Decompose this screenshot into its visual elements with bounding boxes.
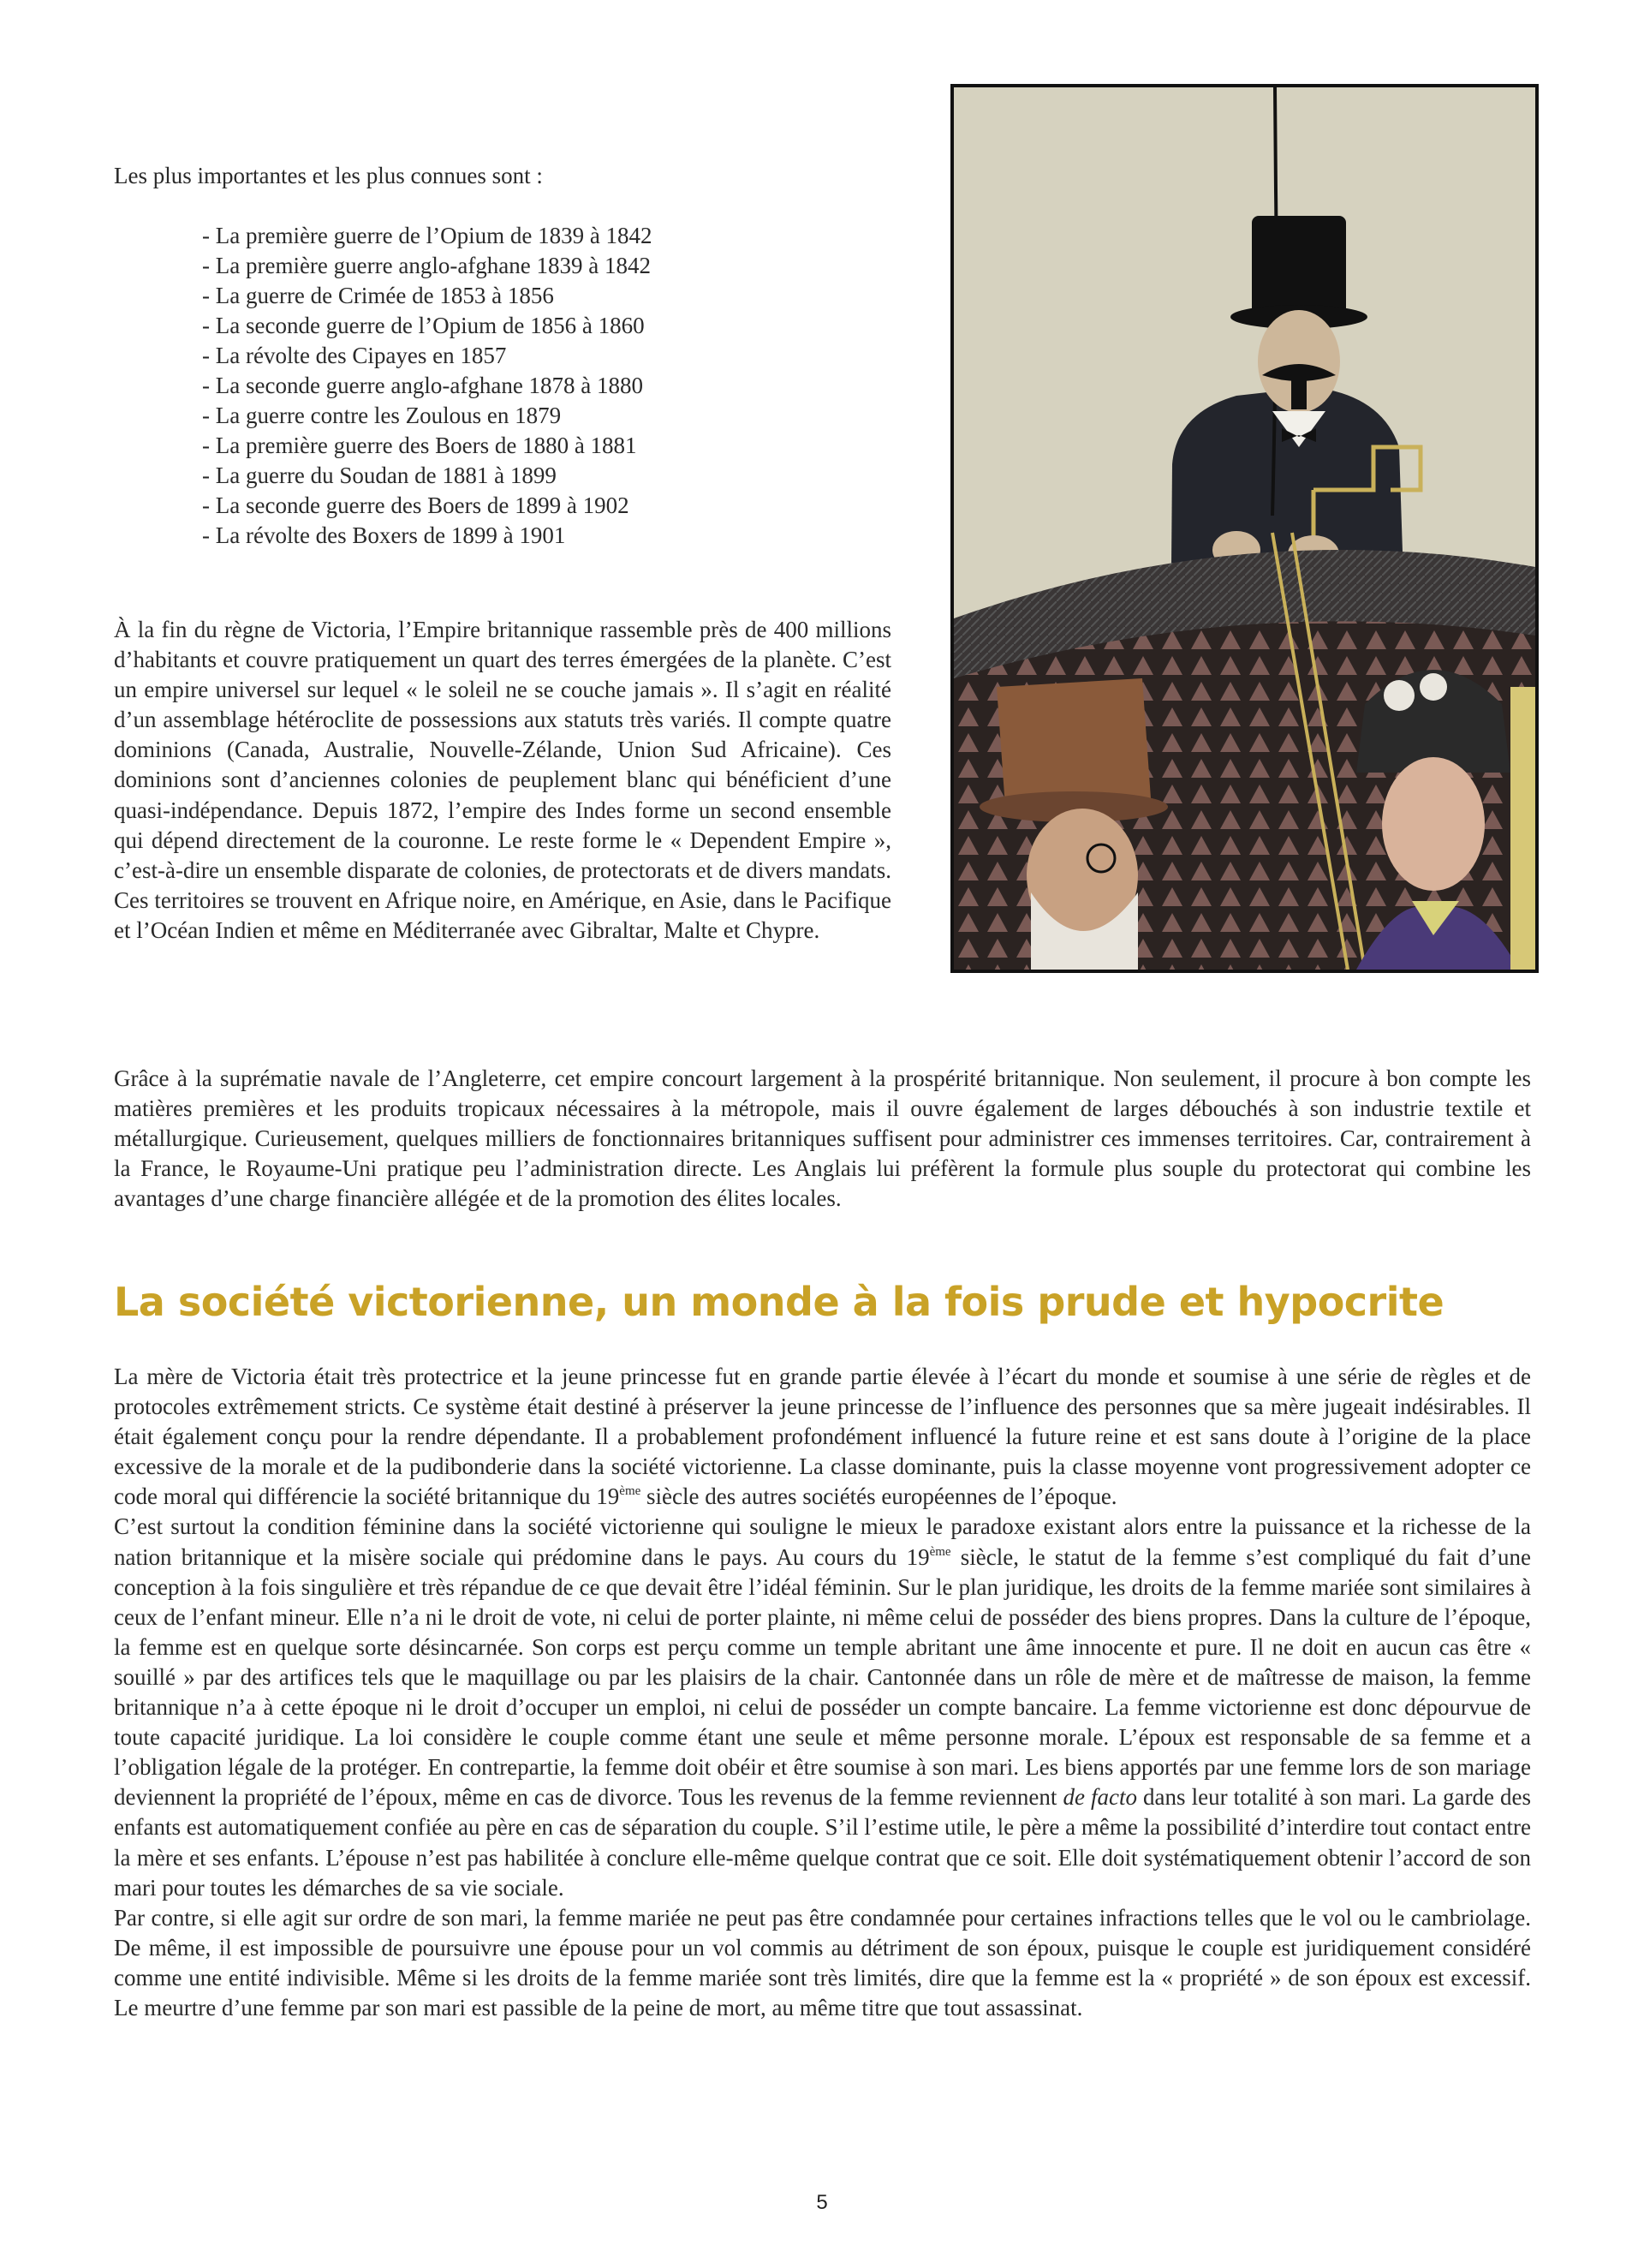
superscript: ème: [619, 1484, 641, 1499]
empire-paragraph: À la fin du règne de Victoria, l’Empire britannique rassemble près de 400 millions d’habitants et couvre pratiquement un quart des terres émergées de la planète. C’est un empire universel sur lequel « le soleil ne se couche jamais ». Il s’agit en réalité d’un assemblage hétéroclite de possessions aux statuts très variés. Il compte quatre dominions (Canada, Australie, Nouvelle-Zélande, Union Sud Africaine). Ces dominions sont d’anciennes colonies de peuplement blanc qui bénéficient d’une quasi-indépendance. Depuis 1872, l’empire des Indes forme un second ensemble qui dépend directement de la couronne. Le reste forme le « Dependent Empire », c’est-à-dire un ensemble disparate de colonies, de protectorats et de divers mandats. Ces territoires se trouvent en Afrique noire, en Amérique, en Asie, dans le Pacifique et l’Océan Indien et même en Méditerranée avec Gibraltar, Malte et Chypre.: [114, 617, 891, 943]
text-run: dans leur totalité à son mari. La garde des enfants est automatiquement confiée au père en cas de séparation du couple. S’il l’estime utile, le père a même la possibilité d’interdire tout contact entre la mère et ses enfants. L’épouse n’est pas habilitée à conclure elle-même quelque contrat que ce soit. Elle doit systématiquement obtenir l’accord de son mari pour toutes les démarches de sa vie sociale.: [114, 1784, 1531, 1901]
intro-text: Les plus importantes et les plus connues sont :: [114, 163, 543, 188]
society-section: [114, 1362, 1531, 2023]
carriage-scene-drawing: [954, 87, 1535, 970]
society-paragraph-2: [114, 1512, 1531, 1902]
text-run: siècle des autres sociétés européennes de l’époque.: [640, 1483, 1117, 1510]
list-item: - La révolte des Boxers de 1899 à 1901: [202, 522, 566, 548]
text-run: C’est surtout la condition féminine dans la société victorienne qui souligne le mieux le paradoxe existant alors entre la puissance et la richesse de la nation britannique et la misère sociale qui prédomine dans le pays. Au cours du 19: [114, 1513, 1531, 1570]
society-paragraph-1: [114, 1362, 1531, 1512]
list-item: - La seconde guerre anglo-afghane 1878 à 1880: [202, 373, 644, 398]
list-item: - La guerre contre les Zoulous en 1879: [202, 403, 562, 428]
wars-list: [202, 221, 887, 551]
navy-paragraph: Grâce à la suprématie navale de l’Angleterre, cet empire concourt largement à la prospérité britannique. Non seulement, il procure à bon compte les matières premières et les produits tropicaux nécessaires à la métropole, mais il ouvre également de larges débouchés à son industrie textile et métallurgique. Curieusement, quelques milliers de fonctionnaires britanniques suffisent pour administrer ces immenses territoires. Car, contrairement à la France, le Royaume-Uni pratique peu l’administration directe. Les Anglais lui préfèrent la formule plus souple du protectorat qui combine les avantages d’une charge financière allégée et de la promotion des élites locales.: [114, 1065, 1531, 1212]
list-item: - La première guerre des Boers de 1880 à 1881: [202, 433, 637, 458]
page-number: 5: [816, 2191, 828, 2214]
section-heading: La société victorienne, un monde à la fois prude et hypocrite: [114, 1279, 1444, 1325]
text-run: siècle, le statut de la femme s’est compliqué du fait d’une conception à la fois singulière et très répandue de ce que devait être l’idéal féminin. Sur le plan juridique, les droits de la femme mariée sont similaires à ceux de l’enfant mineur. Elle n’a ni le droit de vote, ni celui de porter plainte, ni même celui de posséder des biens propres. Dans la culture de l’époque, la femme est en quelque sorte désincarnée. Son corps est perçu comme un temple abritant une âme innocente et pure. Il ne doit en aucun cas être « souillé » par des artifices tels que le maquillage ou par les plaisirs de la chair. Cantonnée dans un rôle de mère et de maîtresse de maison, la femme britannique n’a à cette époque ni le droit d’occuper un emploi, ni celui de posséder un compte bancaire. La femme victorienne est donc dépourvue de toute capacité juridique. La loi considère le couple comme étant une seule et même personne morale. L’époux est responsable de sa femme et a l’obligation légale de la protéger. En contrepartie, la femme doit obéir et être soumise à son mari. Les biens apportés par une femme lors de son mariage deviennent la propriété de l’époux, même en cas de divorce. Tous les revenus de la femme reviennent: [114, 1543, 1531, 1811]
text-run: La mère de Victoria était très protectrice et la jeune princesse fut en grande partie élevée à l’écart du monde et soumise à une série de règles et de protocoles extrêmement stricts. Ce système était destiné à préserver la jeune princesse de l’influence des personnes que sa mère jugeait indésirables. Il était également conçu pour la rendre dépendante. Il a probablement profondément influencé la future reine et est sans doute à l’origine de la place excessive de la morale et de la pudibonderie dans la société victorienne. La classe dominante, puis la classe moyenne vont progressivement adopter ce code moral qui différencie la société britannique du 19: [114, 1364, 1531, 1510]
society-paragraph-3: Par contre, si elle agit sur ordre de son mari, la femme mariée ne peut pas être condamnée pour certaines infractions telles que le vol ou le cambriolage. De même, il est impossible de poursuivre une épouse pour un vol commis au détriment de son époux, puisque le couple est juridiquement considéré comme une entité indivisible. Même si les droits de la femme mariée sont très limités, dire que la femme est la « propriété » de son époux est excessif. Le meurtre d’une femme par son mari est passible de la peine de mort, au même titre que tout assassinat.: [114, 1904, 1531, 2020]
list-item: - La première guerre de l’Opium de 1839 à 1842: [202, 223, 652, 248]
italic-text: de facto: [1063, 1784, 1137, 1811]
superscript: ème: [929, 1544, 951, 1559]
list-item: - La seconde guerre des Boers de 1899 à 1902: [202, 492, 629, 518]
list-item: - La seconde guerre de l’Opium de 1856 à 1860: [202, 313, 645, 338]
comic-illustration: [950, 84, 1539, 973]
list-item: - La première guerre anglo-afghane 1839 à 1842: [202, 253, 652, 278]
list-item: - La guerre du Soudan de 1881 à 1899: [202, 463, 557, 488]
list-item: - La guerre de Crimée de 1853 à 1856: [202, 283, 554, 308]
list-item: - La révolte des Cipayes en 1857: [202, 343, 507, 368]
